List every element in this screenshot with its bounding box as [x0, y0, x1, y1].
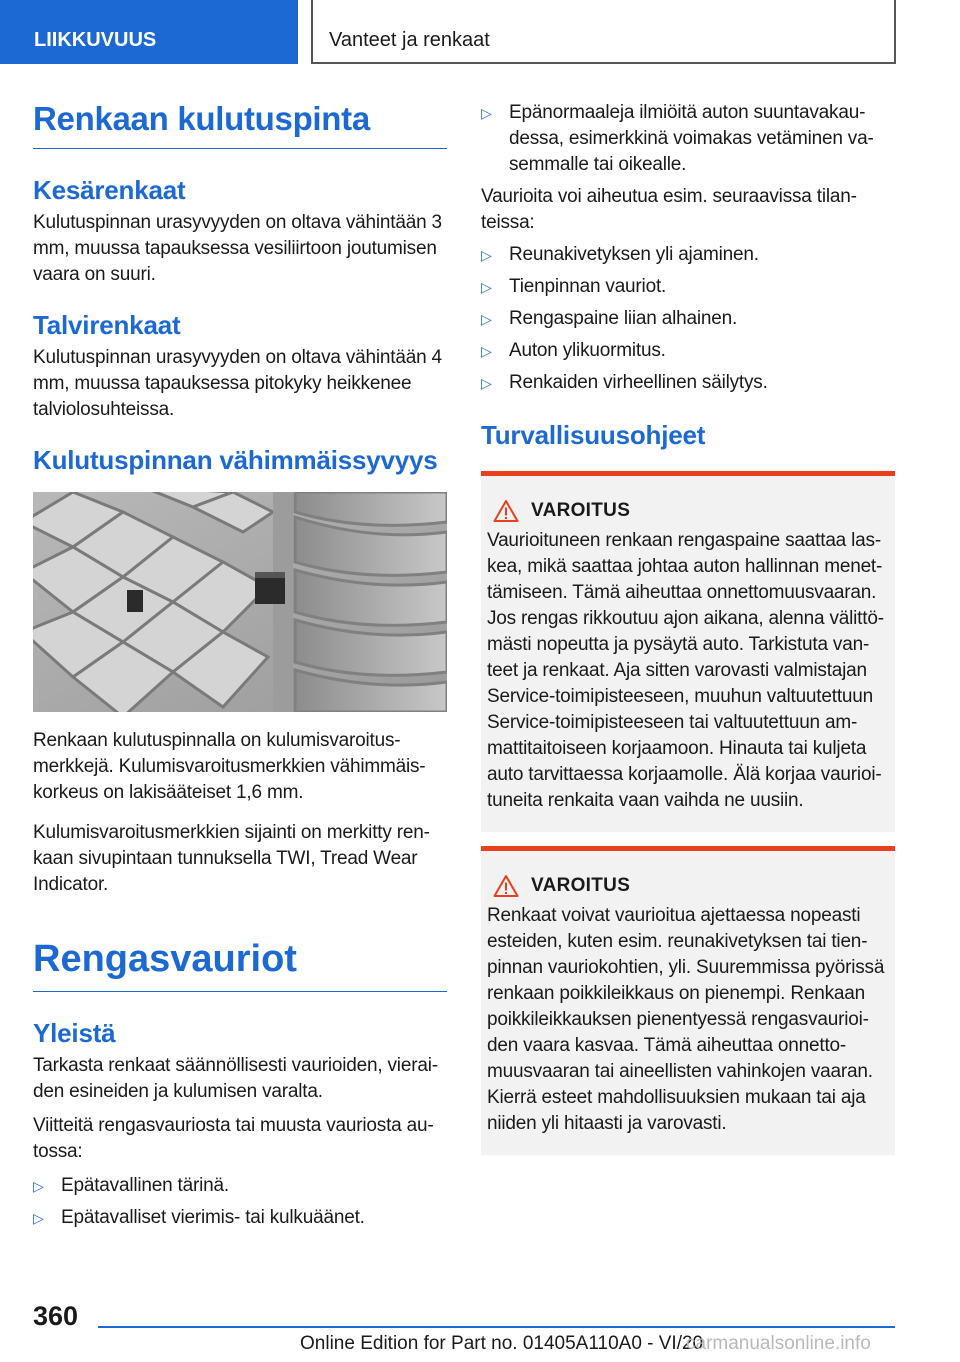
heading-safety-notes: Turvallisuusohjeet [481, 420, 706, 450]
list-item [481, 338, 895, 364]
right-column [481, 100, 895, 1155]
list-item [33, 1173, 447, 1199]
header-chapter-tab [311, 0, 896, 64]
list-item-text: Epänormaaleja ilmiöitä auton suuntavakaudessa, esimerkkinä voimakas vetäminen vasemmalle tai oikealle. [509, 102, 874, 175]
damage-signs-list-continued [481, 100, 895, 178]
triangle-right-icon: ▷ [481, 343, 492, 359]
heading-summer-tires: Kesärenkaat [33, 175, 186, 205]
text-general-1: Tarkasta renkaat säännöllisesti vaurioiden, vieraiden esineiden ja kulumisen varalta. [33, 1055, 439, 1102]
warning-text: Renkaat voivat vaurioitua ajettaessa nopeasti esteiden, kuten esim. reunakivetyksen tai tienpinnan vauriokohtien, yli. Suuremmissa pyörissä renkaan poikkileikkaus on pienempi. Renkaan poikkileikkauksen pienentyessä rengasvaurioiden vaara kasvaa. Tämä aiheuttaa onnettomuusvaaran tai aineellisten vahinkojen vaaran. Kierrä esteet mahdollisuuksien mukaan tai aja niiden yli hitaasti ja varovasti. [487, 905, 885, 1134]
list-item-text: Tienpinnan vauriot. [509, 276, 667, 297]
text-summer-tires: Kulutuspinnan urasyvyyden on oltava vähintään 3 mm, muussa tapauksessa vesiliirtoon joutumisen vaara on suuri. [33, 212, 442, 285]
header-section-tab [0, 0, 298, 64]
list-item [481, 370, 895, 396]
header-chapter-label: Vanteet ja renkaat [329, 29, 490, 51]
list-item [481, 306, 895, 332]
triangle-right-icon: ▷ [481, 375, 492, 391]
list-item [481, 100, 895, 178]
triangle-right-icon: ▷ [481, 279, 492, 295]
text-wear-indicators: Renkaan kulutuspinnalla on kulumisvaroitusmerkkejä. Kulumisvaroitusmerkkien vähimmäiskorkeus on lakisääteiset 1,6 mm. [33, 730, 426, 803]
page-number: 360 [33, 1301, 79, 1331]
triangle-right-icon: ▷ [481, 105, 492, 121]
list-item-text: Auton ylikuormitus. [509, 340, 666, 361]
heading-min-tread-depth: Kulutuspinnan vähimmäissyvyys [33, 445, 438, 475]
list-item-text: Rengaspaine liian alhainen. [509, 308, 738, 329]
title-tread: Renkaan kulutuspinta [33, 100, 447, 149]
title-tire-damage: Rengasvauriot [33, 938, 447, 992]
list-item [481, 242, 895, 268]
header-section-label: LIIKKUVUUS [34, 29, 157, 51]
footer-watermark: carmanualsonline.info [686, 1333, 871, 1354]
tire-tread-illustration [33, 492, 447, 712]
triangle-right-icon: ▷ [481, 247, 492, 263]
triangle-right-icon: ▷ [33, 1210, 44, 1226]
heading-general: Yleistä [33, 1018, 116, 1048]
warning-box-obstacles [481, 846, 895, 1155]
list-item-text: Renkaiden virheellinen säilytys. [509, 372, 768, 393]
list-item-text: Reunakivetyksen yli ajaminen. [509, 244, 759, 265]
damage-signs-list [33, 1173, 447, 1231]
footer-divider [98, 1326, 895, 1328]
footer-edition: Online Edition for Part no. 01405A110A0 - VI/20 [300, 1333, 704, 1354]
list-item-text: Epätavallinen tärinä. [61, 1175, 229, 1196]
warning-triangle-icon [493, 874, 519, 898]
text-winter-tires: Kulutuspinnan urasyvyyden on oltava vähintään 4 mm, muussa tapauksessa pitokyky heikkenee talviolosuhteissa. [33, 347, 442, 420]
damage-causes-list [481, 242, 895, 396]
text-twi-location: Kulumisvaroitusmerkkien sijainti on merkitty renkaan sivupintaan tunnuksella TWI, Tread Wear Indicator. [33, 822, 430, 895]
warning-title: VAROITUS [531, 875, 631, 896]
left-column [33, 100, 447, 1231]
heading-winter-tires: Talvirenkaat [33, 310, 181, 340]
warning-text: Vaurioituneen renkaan rengaspaine saattaa laskea, mikä saattaa johtaa auton hallinnan menettämiseen. Tämä aiheuttaa onnettomuusvaaran. Jos rengas rikkoutuu ajon aikana, alenna välittömästi nopeutta ja pysäytä auto. Tarkistuta vanteet ja renkaat. Aja sitten varovasti valmistajan Service-toimipisteeseen, muuhun valtuutettuun Service-toimipisteeseen tai valtuutettuun ammattitaitoiseen korjaamoon. Hinauta tai kuljeta auto tarvittaessa korjaamolle. Älä korjaa vaurioituneita renkaita vaan vaihda ne uusiin. [487, 530, 885, 811]
list-item [481, 274, 895, 300]
text-general-2: Viitteitä rengasvauriosta tai muusta vauriosta autossa: [33, 1115, 434, 1162]
triangle-right-icon: ▷ [481, 311, 492, 327]
warning-box-damaged-tire [481, 471, 895, 832]
triangle-right-icon: ▷ [33, 1178, 44, 1194]
warning-title: VAROITUS [531, 500, 631, 521]
list-item [33, 1205, 447, 1231]
text-damage-causes: Vaurioita voi aiheutua esim. seuraavissa tilanteissa: [481, 186, 857, 233]
warning-triangle-icon [493, 499, 519, 523]
list-item-text: Epätavalliset vierimis- tai kulkuäänet. [61, 1207, 365, 1228]
